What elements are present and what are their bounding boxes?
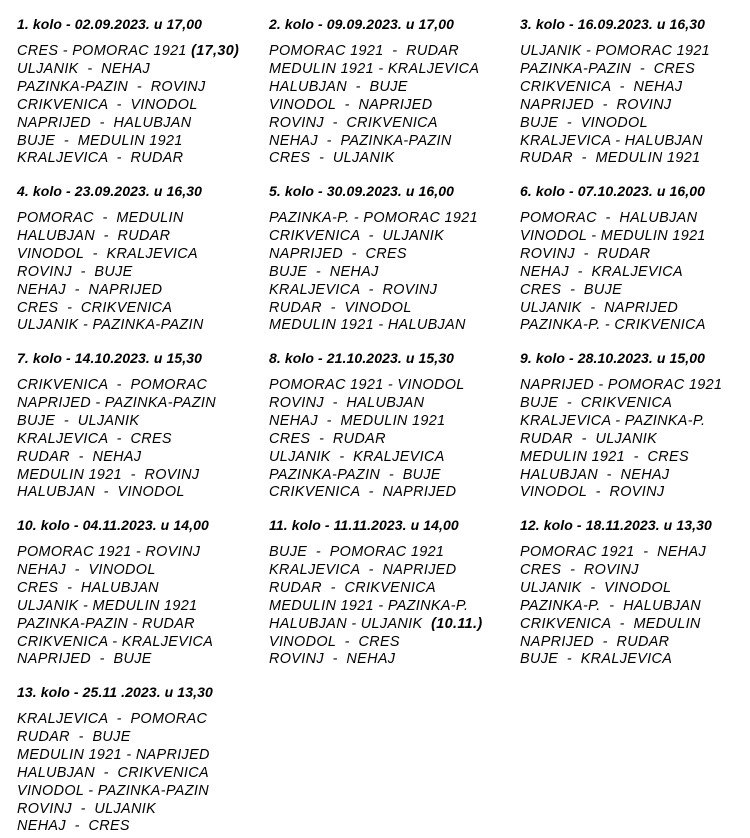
match [269,616,509,634]
match: CRIKVENICA - NAPRIJED [269,484,457,501]
round-title: 11. kolo - 11.11.2023. u 14,00 [269,517,459,533]
round-12 [520,517,750,669]
match: RUDAR - BUJE [17,728,131,745]
round-6 [520,183,750,335]
round-3 [520,16,750,168]
match: ULJANIK - VINODOL [520,579,672,596]
match: ROVINJ - NEHAJ [269,651,396,668]
round-title: 13. kolo - 25.11 .2023. u 13,30 [17,684,213,700]
match: MEDULIN 1921 - ROVINJ [17,466,200,483]
match: HALUBJAN - BUJE [269,78,408,95]
match: NAPRIJED - BUJE [17,651,152,668]
match: NEHAJ - CRES [17,818,130,835]
match: RUDAR - NEHAJ [17,448,142,465]
match: CRIKVENICA - KRALJEVICA [17,633,214,650]
match: HALUBJAN - NEHAJ [520,466,670,483]
match: ULJANIK - NEHAJ [17,60,151,77]
match: HALUBJAN - VINODOL [17,484,185,501]
round-title: 1. kolo - 02.09.2023. u 17,00 [17,16,203,32]
match: PAZINKA-P. - POMORAC 1921 [269,210,478,226]
match: KRALJEVICA - CRES [17,430,172,447]
match: CRIKVENICA - MEDULIN [520,615,701,632]
match: POMORAC 1921 - NEHAJ [520,544,707,560]
match: VINODOL - MEDULIN 1921 [520,227,706,244]
round-title: 8. kolo - 21.10.2023. u 15,30 [269,350,455,366]
match-list [520,43,750,168]
match: ROVINJ - RUDAR [520,245,651,262]
match: BUJE - ULJANIK [17,412,140,429]
match-list [17,544,257,669]
match: KRALJEVICA - NAPRIJED [269,561,457,578]
round-title: 3. kolo - 16.09.2023. u 16,30 [520,16,706,32]
round-1 [17,16,257,168]
match: NAPRIJED - ROVINJ [520,96,672,113]
match-list [17,711,257,836]
match: NAPRIJED - HALUBJAN [17,114,192,131]
match: BUJE - VINODOL [520,114,648,131]
match: VINODOL - NAPRIJED [269,96,433,113]
match: CRIKVENICA - POMORAC [17,377,208,393]
match-list [520,210,750,335]
round-11 [269,517,509,669]
match: POMORAC - MEDULIN [17,210,184,226]
match: ROVINJ - CRIKVENICA [269,114,438,131]
round-title: 12. kolo - 18.11.2023. u 13,30 [520,517,712,533]
match: MEDULIN 1921 - KRALJEVICA [269,60,480,77]
round-10 [17,517,257,669]
match: PAZINKA-PAZIN - BUJE [269,466,441,483]
match: ROVINJ - HALUBJAN [269,394,425,411]
match: NEHAJ - PAZINKA-PAZIN [269,132,452,149]
round-title: 10. kolo - 04.11.2023. u 14,00 [17,517,209,533]
match-list [520,544,750,669]
match: RUDAR - VINODOL [269,299,412,316]
round-title: 9. kolo - 28.10.2023. u 15,00 [520,350,706,366]
match [17,43,257,61]
match: MEDULIN 1921 - NAPRIJED [17,746,210,763]
match: VINODOL - ROVINJ [520,484,665,501]
match: CRES - HALUBJAN [17,579,159,596]
match: POMORAC - HALUBJAN [520,210,698,226]
round-7 [17,350,257,502]
match: MEDULIN 1921 - PAZINKA-P. [269,597,469,614]
match: VINODOL - KRALJEVICA [17,245,198,262]
match: VINODOL - CRES [269,633,400,650]
match-text: CRES - POMORAC 1921 [17,43,192,59]
match-list [520,377,750,502]
match: KRALJEVICA - PAZINKA-P. [520,412,706,429]
match: CRES - ULJANIK [269,150,395,167]
match: ULJANIK - POMORAC 1921 [520,43,711,59]
match: KRALJEVICA - RUDAR [17,150,184,167]
match: BUJE - CRIKVENICA [520,394,673,411]
match: ULJANIK - KRALJEVICA [269,448,445,465]
match: BUJE - NEHAJ [269,263,379,280]
match: PAZINKA-P. - CRIKVENICA [520,317,706,334]
match: NEHAJ - VINODOL [17,561,156,578]
round-title: 5. kolo - 30.09.2023. u 16,00 [269,183,455,199]
match: PAZINKA-PAZIN - RUDAR [17,615,195,632]
match: MEDULIN 1921 - CRES [520,448,689,465]
match: NEHAJ - NAPRIJED [17,281,163,298]
match: KRALJEVICA - HALUBJAN [520,132,703,149]
match: RUDAR - ULJANIK [520,430,658,447]
match: NEHAJ - KRALJEVICA [520,263,683,280]
round-9 [520,350,750,502]
match-list [17,210,257,335]
match: ROVINJ - BUJE [17,263,133,280]
match: ULJANIK - MEDULIN 1921 [17,597,198,614]
match-list [269,210,509,335]
match: HALUBJAN - CRIKVENICA [17,764,209,781]
match: PAZINKA-PAZIN - CRES [520,60,696,77]
match: CRES - RUDAR [269,430,386,447]
round-title: 4. kolo - 23.09.2023. u 16,30 [17,183,203,199]
match: CRIKVENICA - ULJANIK [269,227,445,244]
match: CRES - ROVINJ [520,561,639,578]
match: NAPRIJED - PAZINKA-PAZIN [17,394,216,411]
match-list [269,43,509,168]
match-note: (10.11.) [431,615,483,632]
match-list [269,377,509,502]
match: BUJE - KRALJEVICA [520,651,673,668]
round-title: 6. kolo - 07.10.2023. u 16,00 [520,183,706,199]
round-8 [269,350,509,502]
match: BUJE - MEDULIN 1921 [17,132,183,149]
match: BUJE - POMORAC 1921 [269,544,445,560]
match: MEDULIN 1921 - HALUBJAN [269,317,466,334]
round-2 [269,16,509,168]
round-13 [17,684,257,836]
match: ULJANIK - PAZINKA-PAZIN [17,317,204,334]
match: POMORAC 1921 - VINODOL [269,377,465,393]
round-title: 7. kolo - 14.10.2023. u 15,30 [17,350,203,366]
match-list [17,377,257,502]
match: NEHAJ - MEDULIN 1921 [269,412,446,429]
round-title: 2. kolo - 09.09.2023. u 17,00 [269,16,455,32]
match: NAPRIJED - RUDAR [520,633,670,650]
match: KRALJEVICA - POMORAC [17,711,208,727]
match-list [17,43,257,168]
match: CRIKVENICA - VINODOL [17,96,198,113]
match: KRALJEVICA - ROVINJ [269,281,438,298]
match-text: HALUBJAN - ULJANIK [269,615,432,632]
match: POMORAC 1921 - RUDAR [269,43,460,59]
match-list [269,544,509,669]
match: HALUBJAN - RUDAR [17,227,171,244]
round-4 [17,183,257,335]
match: CRES - CRIKVENICA [17,299,173,316]
match: RUDAR - CRIKVENICA [269,579,436,596]
match: PAZINKA-P. - HALUBJAN [520,597,702,614]
match: CRES - BUJE [520,281,623,298]
match: ROVINJ - ULJANIK [17,800,157,817]
match: NAPRIJED - CRES [269,245,407,262]
match: POMORAC 1921 - ROVINJ [17,544,201,560]
match: CRIKVENICA - NEHAJ [520,78,683,95]
match: NAPRIJED - POMORAC 1921 [520,377,723,393]
match: PAZINKA-PAZIN - ROVINJ [17,78,206,95]
match: VINODOL - PAZINKA-PAZIN [17,782,209,799]
match: ULJANIK - NAPRIJED [520,299,679,316]
match-note: (17,30) [191,43,240,59]
round-5 [269,183,509,335]
match: RUDAR - MEDULIN 1921 [520,150,701,167]
